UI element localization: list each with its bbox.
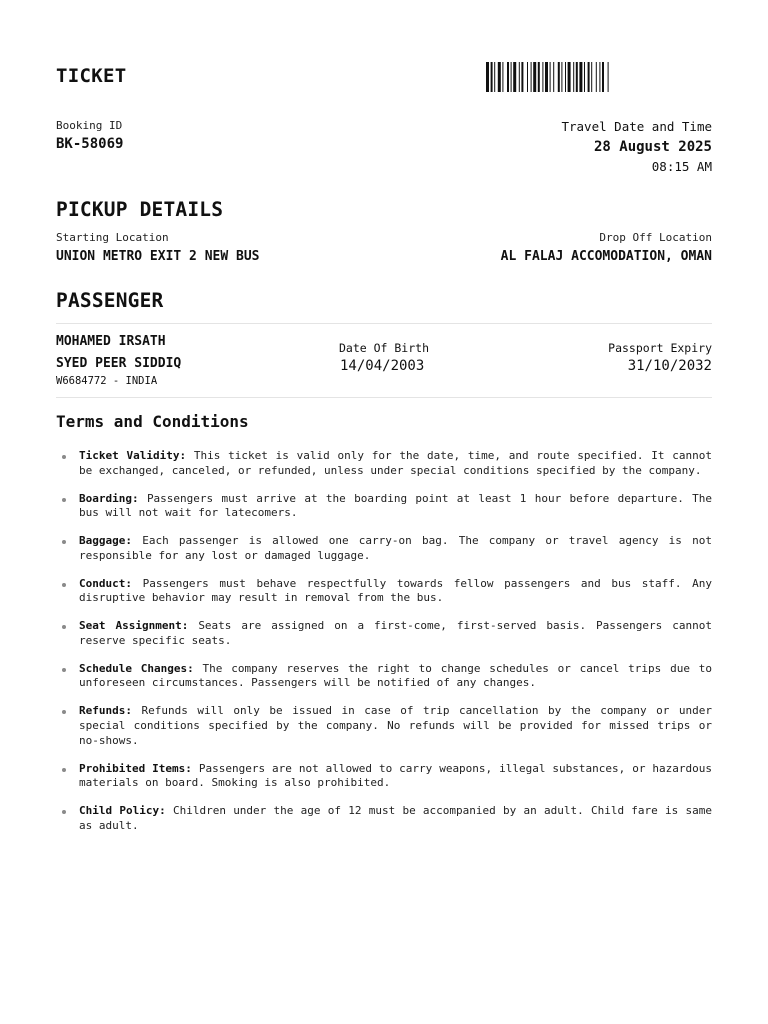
barcode-icon: [486, 62, 705, 92]
starting-location-label: Starting Location: [56, 231, 169, 244]
travel-time-value: 08:15 AM: [651, 159, 712, 174]
bullet-icon: [62, 540, 66, 544]
passenger-name-line2: SYED PEER SIDDIQ: [56, 356, 182, 371]
booking-id-label: Booking ID: [56, 119, 123, 132]
terms-title: Terms and Conditions: [56, 412, 249, 431]
term-text: Seats are assigned on a first-come, first-served basis. Passengers cannot reserve specific seats.: [79, 619, 712, 647]
date-of-birth-value: 14/04/2003: [340, 358, 425, 374]
drop-off-location-value: AL FALAJ ACCOMODATION, OMAN: [500, 249, 712, 264]
term-item: [56, 534, 712, 563]
term-item: [56, 662, 712, 691]
term-key: Prohibited Items:: [79, 761, 192, 775]
term-text: Passengers are not allowed to carry weapons, illegal substances, or hazardous materials on board. Smoking is also prohibited.: [79, 761, 712, 790]
date-of-birth-label: Date Of Birth: [339, 341, 430, 355]
pickup-details-title: PICKUP DETAILS: [56, 198, 224, 221]
bullet-icon: [62, 583, 66, 587]
term-key: Child Policy:: [79, 804, 166, 818]
term-key: Ticket Validity:: [79, 449, 187, 462]
bullet-icon: [62, 668, 66, 672]
bullet-icon: [62, 498, 66, 502]
passenger-name-line1: MOHAMED IRSATH: [56, 334, 166, 349]
term-text: The company reserves the right to change schedules or cancel trips due to unforeseen circumstances. Passengers will be notified of any changes.: [79, 661, 712, 690]
passport-expiry-value: 31/10/2032: [627, 358, 712, 374]
term-text: Passengers must behave respectfully towards fellow passengers and bus staff. Any disruptive behavior may result in removal from the bus.: [79, 576, 712, 605]
term-item: [56, 804, 712, 833]
starting-location-value: UNION METRO EXIT 2 NEW BUS: [56, 249, 260, 264]
passport-expiry-label: Passport Expiry: [608, 341, 712, 355]
bullet-icon: [62, 625, 66, 629]
travel-date-label: Travel Date and Time: [561, 119, 712, 134]
bullet-icon: [62, 455, 66, 459]
ticket-page: [56, 0, 712, 1024]
travel-date-value: 28 August 2025: [593, 139, 712, 155]
term-key: Conduct:: [79, 576, 132, 590]
ticket-title: TICKET: [56, 65, 127, 87]
booking-id-value: BK-58069: [56, 136, 124, 152]
passenger-divider-top: [56, 323, 712, 324]
passenger-divider-bottom: [56, 397, 712, 398]
term-text: Children under the age of 12 must be accompanied by an adult. Child fare is same as adult.: [79, 804, 713, 832]
term-key: Boarding:: [79, 491, 139, 505]
term-item: [56, 619, 712, 648]
term-key: Baggage:: [79, 534, 132, 548]
term-text: This ticket is valid only for the date, time, and route specified. It cannot be exchanged, canceled, or refunded, unless under special conditions specified by the company.: [79, 449, 712, 477]
term-item: [56, 449, 712, 478]
term-item: [56, 577, 712, 606]
bullet-icon: [62, 768, 66, 772]
passport-number: W6684772 - INDIA: [56, 375, 158, 387]
term-key: Schedule Changes:: [79, 661, 194, 675]
term-key: Seat Assignment:: [79, 619, 189, 633]
term-key: Refunds:: [79, 704, 132, 718]
term-text: Each passenger is allowed one carry-on bag. The company or travel agency is not responsible for any lost or damaged luggage.: [79, 534, 713, 562]
term-text: Passengers must arrive at the boarding point at least 1 hour before departure. The bus will not wait for latecomers.: [79, 491, 712, 520]
terms-list: [56, 449, 712, 847]
term-item: [56, 704, 712, 748]
term-text: Refunds will only be issued in case of trip cancellation by the company or under special conditions specified by the company. No refunds will be provided for missed trips or no-shows.: [79, 704, 712, 747]
passenger-title: PASSENGER: [56, 289, 164, 312]
bullet-icon: [62, 710, 66, 714]
term-item: [56, 762, 712, 791]
term-item: [56, 492, 712, 521]
bullet-icon: [62, 810, 66, 814]
drop-off-location-label: Drop Off Location: [599, 231, 712, 244]
